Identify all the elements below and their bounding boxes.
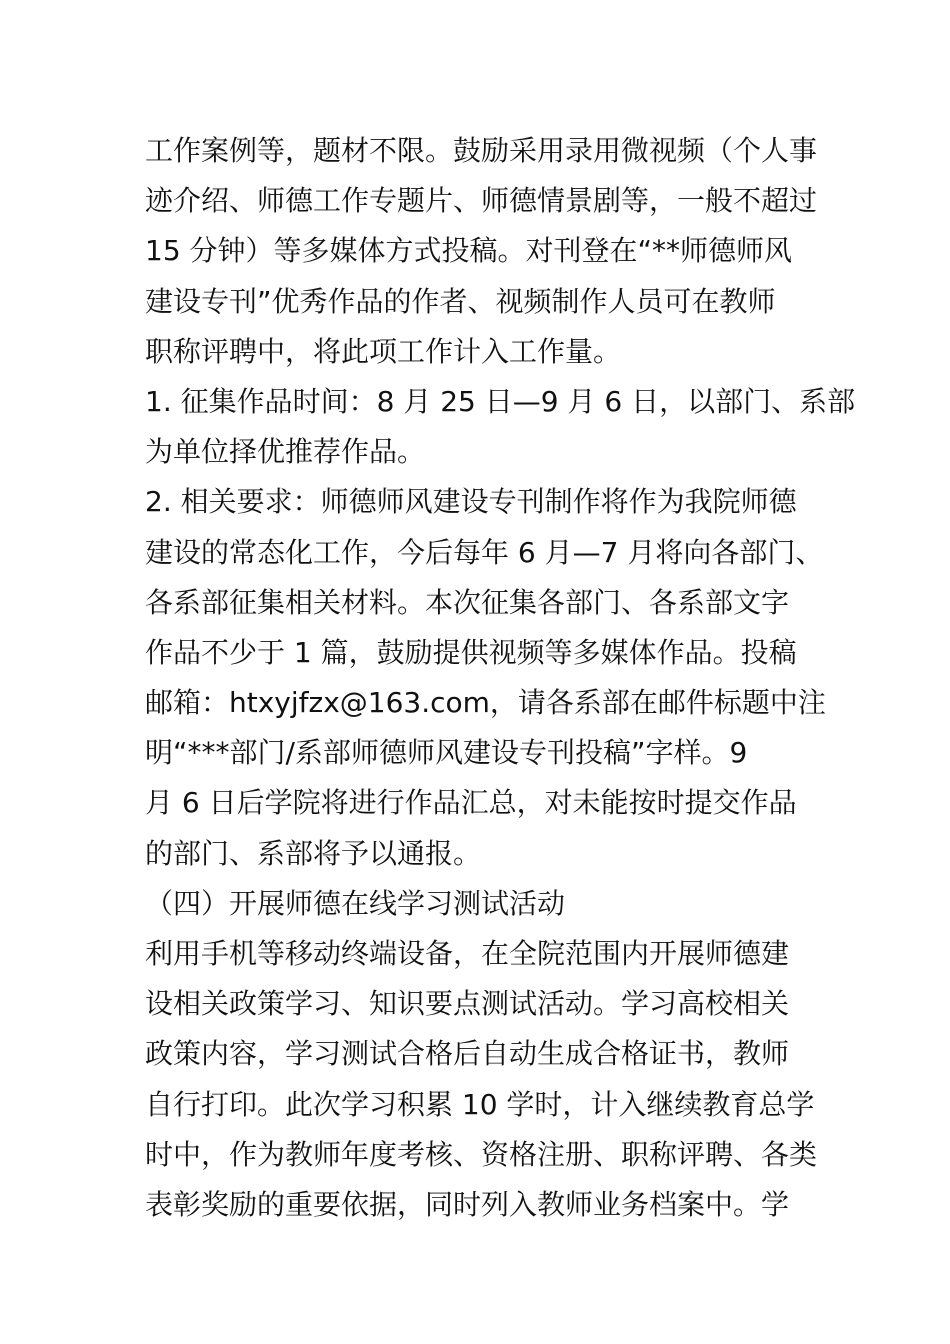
item-2-line: 建设的常态化工作，今后每年 6 月—7 月将向各部门、 — [145, 535, 824, 569]
body-line: 工作案例等，题材不限。鼓励采用录用微视频（个人事 — [145, 134, 818, 167]
item-2-line: 明“***部门/系部师德师风建设专刊投稿”字样。9 — [145, 736, 748, 770]
body-line: 职称评聘中，将此项工作计入工作量。 — [145, 334, 622, 368]
section-body-line: 表彰奖励的重要依据，同时列入教师业务档案中。学 — [145, 1187, 790, 1221]
item-1-line: 为单位择优推荐作品。 — [145, 435, 426, 469]
body-line: 建设专刊”优秀作品的作者、视频制作人员可在教师 — [145, 284, 776, 318]
section-body-line: 时中，作为教师年度考核、资格注册、职称评聘、各类 — [145, 1137, 818, 1171]
item-2-line: 各系部征集相关材料。本次征集各部门、各系部文字 — [145, 585, 790, 619]
section-heading: （四）开展师德在线学习测试活动 — [145, 886, 566, 920]
document-body — [145, 126, 856, 1230]
item-2-line: 2. 相关要求：师德师风建设专刊制作将作为我院师德 — [145, 485, 797, 519]
item-2-line: 的部门、系部将予以通报。 — [145, 836, 482, 870]
item-2-line: 月 6 日后学院将进行作品汇总，对未能按时提交作品 — [145, 786, 797, 820]
item-2-line: 邮箱：htxyjfzx@163.com，请各系部在邮件标题中注 — [145, 686, 826, 720]
section-body-line: 设相关政策学习、知识要点测试活动。学习高校相关 — [145, 987, 790, 1021]
body-line: 15 分钟）等多媒体方式投稿。对刊登在“**师德师风 — [145, 234, 793, 268]
section-body-line: 自行打印。此次学习积累 10 学时，计入继续教育总学 — [145, 1087, 815, 1121]
body-line: 迹介绍、师德工作专题片、师德情景剧等，一般不超过 — [145, 184, 818, 218]
item-2-line: 作品不少于 1 篇，鼓励提供视频等多媒体作品。投稿 — [145, 635, 797, 669]
section-body-line: 政策内容，学习测试合格后自动生成合格证书，教师 — [145, 1037, 790, 1071]
section-body-line: 利用手机等移动终端设备，在全院范围内开展师德建 — [145, 937, 790, 970]
item-1-line: 1. 征集作品时间：8 月 25 日—9 月 6 日，以部门、系部 — [145, 384, 856, 418]
